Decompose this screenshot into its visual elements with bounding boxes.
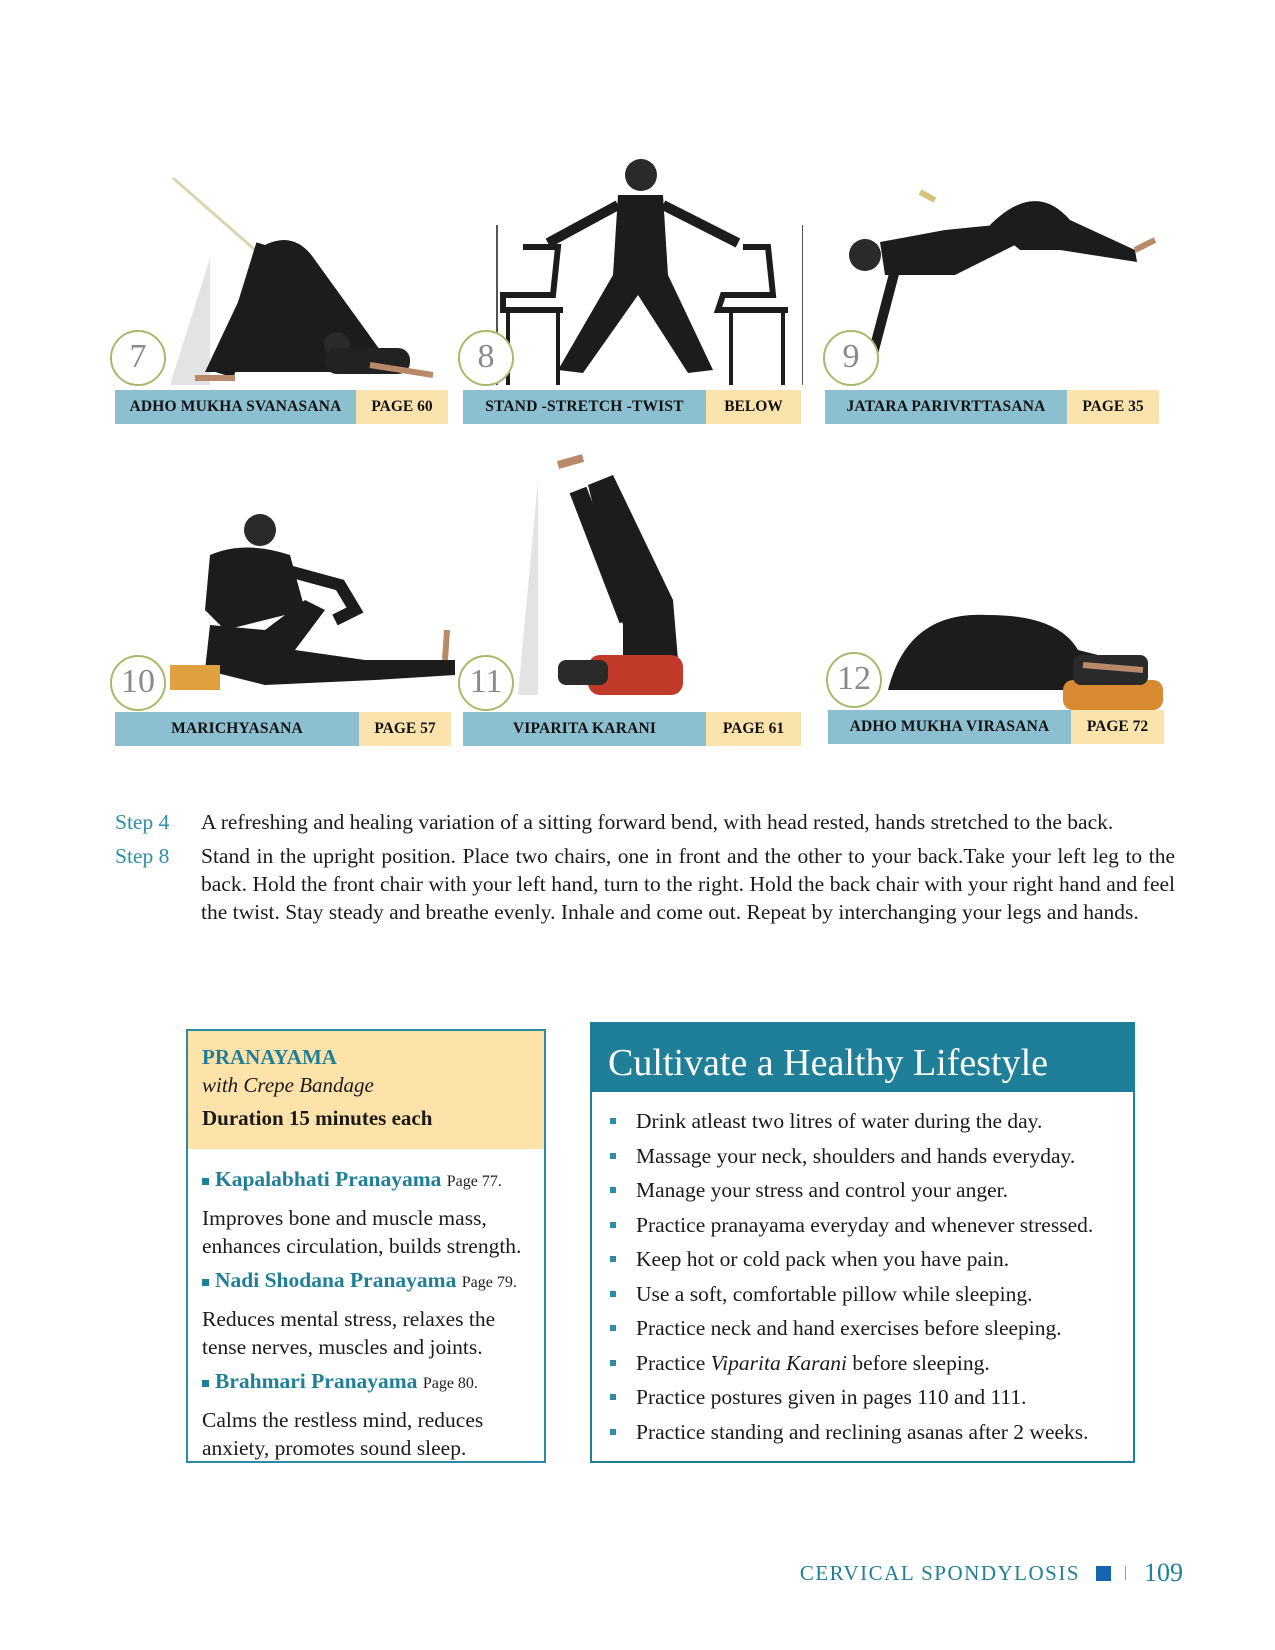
list-item: Manage your stress and control your anger. (606, 1173, 1123, 1208)
lifestyle-list (592, 1092, 1133, 1449)
pose-label (115, 390, 448, 424)
list-item: Drink atleast two litres of water during the day. (606, 1104, 1123, 1139)
chair-twist-figure (463, 135, 803, 390)
pose-page: PAGE 61 (706, 712, 801, 746)
pose-name: JATARA PARIVRTTASANA (825, 390, 1067, 424)
pose-label (825, 390, 1159, 424)
pose-number-badge: 10 (110, 655, 166, 711)
bullet-square-icon (610, 1118, 616, 1124)
step-row (115, 808, 1175, 836)
pose-name: ADHO MUKHA VIRASANA (828, 710, 1071, 744)
pose-name: VIPARITA KARANI (463, 712, 706, 746)
pose-label (115, 712, 451, 746)
pranayama-title: PRANAYAMA (202, 1045, 337, 1069)
pose-card-9 (825, 180, 1170, 425)
lifestyle-box (590, 1022, 1135, 1463)
inverted-legs-figure (463, 450, 803, 712)
pranayama-box (186, 1029, 546, 1463)
bullet-square-icon (610, 1394, 616, 1400)
pose-label (463, 390, 801, 424)
pranayama-page-ref: Page 80. (422, 1375, 478, 1392)
pranayama-item-desc: Improves bone and muscle mass, enhances circulation, builds strength. (202, 1206, 522, 1258)
pranayama-page-ref: Page 79. (461, 1274, 517, 1291)
pose-card-12 (828, 580, 1173, 745)
pose-card-7 (115, 150, 455, 425)
step-instructions (115, 808, 1175, 932)
bullet-square-icon (610, 1153, 616, 1159)
list-item: Massage your neck, shoulders and hands everyday. (606, 1139, 1123, 1174)
pranayama-item-desc: Calms the restless mind, reduces anxiety, promotes sound sleep. (202, 1408, 484, 1460)
pose-label (828, 710, 1164, 744)
list-item: Practice Viparita Karani before sleeping. (606, 1346, 1123, 1381)
seated-twist-figure (115, 500, 455, 710)
list-item: Use a soft, comfortable pillow while sleeping. (606, 1277, 1123, 1312)
pranayama-duration: Duration 15 minutes each (202, 1106, 433, 1130)
pose-card-11 (463, 450, 803, 745)
pose-name: STAND -STRETCH -TWIST (463, 390, 706, 424)
step-text: A refreshing and healing variation of a sitting forward bend, with head rested, hands stretched to the back. (201, 810, 1114, 834)
pose-number-badge: 9 (823, 330, 879, 386)
pose-card-10 (115, 500, 455, 745)
pose-name: MARICHYASANA (115, 712, 359, 746)
list-item: Keep hot or cold pack when you have pain. (606, 1242, 1123, 1277)
pranayama-list (188, 1149, 544, 1462)
pose-page: PAGE 57 (359, 712, 451, 746)
bullet-square-icon (202, 1380, 209, 1387)
pose-label (463, 712, 801, 746)
pranayama-page-ref: Page 77. (446, 1173, 502, 1190)
bullet-square-icon (610, 1222, 616, 1228)
pose-page: BELOW (706, 390, 801, 424)
list-item: Practice neck and hand exercises before sleeping. (606, 1311, 1123, 1346)
lifestyle-title: Cultivate a Healthy Lifestyle (592, 1024, 1133, 1092)
bullet-square-icon (610, 1429, 616, 1435)
pranayama-item-desc: Reduces mental stress, relaxes the tense nerves, muscles and joints. (202, 1307, 496, 1359)
pose-page: PAGE 35 (1067, 390, 1159, 424)
step-label: Step 8 (115, 844, 170, 868)
pose-number-badge: 12 (826, 652, 882, 708)
pose-number-badge: 11 (458, 655, 514, 711)
pranayama-subtitle: with Crepe Bandage (202, 1073, 374, 1097)
page-number: 109 (1144, 1558, 1183, 1587)
pose-page: PAGE 60 (356, 390, 448, 424)
pranayama-item-title: Brahmari Pranayama Page 80. (202, 1367, 532, 1398)
bullet-square-icon (610, 1325, 616, 1331)
pose-card-8 (463, 135, 803, 425)
list-item: Practice pranayama everyday and whenever stressed. (606, 1208, 1123, 1243)
bullet-square-icon (610, 1291, 616, 1297)
bullet-square-icon (610, 1187, 616, 1193)
downward-dog-figure (115, 150, 455, 390)
list-item: Practice standing and reclining asanas after 2 weeks. (606, 1415, 1123, 1450)
pranayama-item-title: Kapalabhati Pranayama Page 77. (202, 1165, 532, 1196)
divider (1125, 1566, 1126, 1580)
bullet-square-icon (610, 1256, 616, 1262)
pose-number-badge: 7 (110, 330, 166, 386)
pose-page: PAGE 72 (1071, 710, 1164, 744)
square-marker-icon (1096, 1566, 1111, 1581)
bullet-square-icon (610, 1360, 616, 1366)
page-footer (800, 1558, 1183, 1588)
step-text: Stand in the upright position. Place two chairs, one in front and the other to your back.Take your left leg to the back. Hold the front chair with your left hand, turn to the right. Hold the back chair with your right hand and feel the twist. Stay steady and breathe evenly. Inhale and come out. Repeat by interchanging your legs and hands. (201, 844, 1175, 924)
pose-number-badge: 8 (458, 330, 514, 386)
pranayama-item-title: Nadi Shodana Pranayama Page 79. (202, 1266, 532, 1297)
list-item: Practice postures given in pages 110 and 111. (606, 1380, 1123, 1415)
pose-name: ADHO MUKHA SVANASANA (115, 390, 356, 424)
step-row (115, 842, 1175, 926)
step-label: Step 4 (115, 810, 170, 834)
bullet-square-icon (202, 1178, 209, 1185)
pranayama-header (188, 1031, 544, 1149)
bullet-square-icon (202, 1279, 209, 1286)
chapter-title: CERVICAL SPONDYLOSIS (799, 1560, 1080, 1585)
